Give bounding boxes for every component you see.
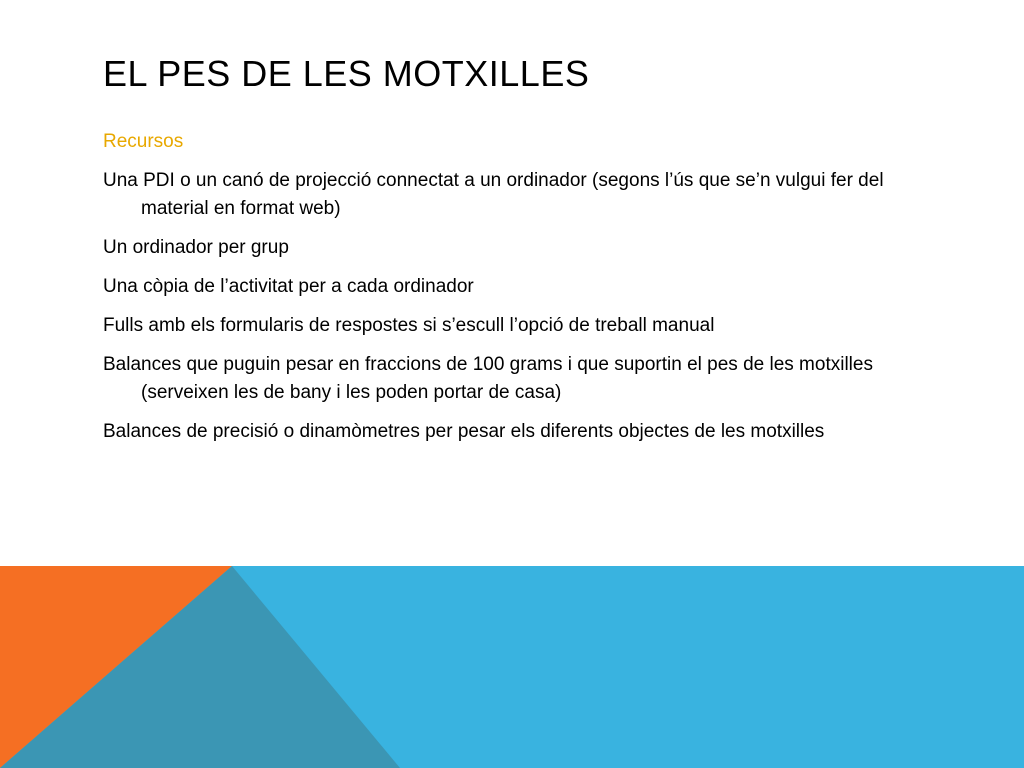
list-item: Balances de precisió o dinamòmetres per pesar els diferents objectes de les motxilles — [103, 421, 825, 442]
slide-title: EL PES DE LES MOTXILLES — [103, 53, 590, 94]
decorative-band — [0, 566, 1024, 768]
list-item: Balances que puguin pesar en fraccions de 100 grams i que suportin el pes de les motxilles (serveixen les de bany i les poden portar de casa) — [103, 354, 873, 403]
resources-heading: Recursos — [103, 131, 184, 152]
list-item: Un ordinador per grup — [103, 237, 289, 258]
list-item: Fulls amb els formularis de respostes si s’escull l’opció de treball manual — [103, 315, 715, 336]
list-item: Una PDI o un canó de projecció connectat a un ordinador (segons l’ús que se’n vulgui fer del material en format web) — [103, 170, 884, 219]
list-item: Una còpia de l’activitat per a cada ordinador — [103, 276, 474, 297]
slide-body — [103, 128, 933, 457]
